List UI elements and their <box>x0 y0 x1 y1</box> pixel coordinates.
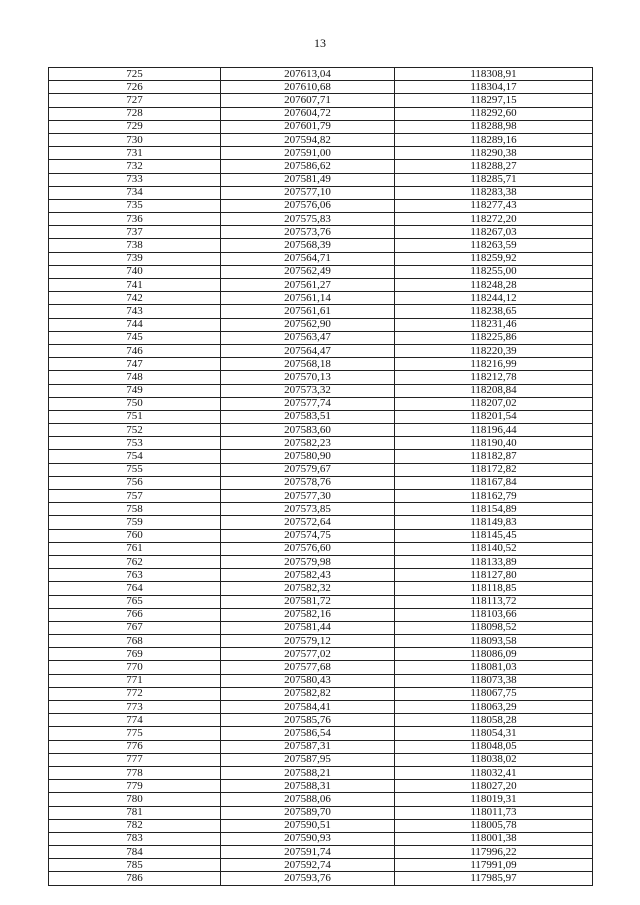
table-row <box>49 252 593 265</box>
y-coordinate-cell: 118127,80 <box>395 569 593 582</box>
x-coordinate-cell: 207568,39 <box>221 239 395 252</box>
point-number-cell: 735 <box>49 199 221 212</box>
table-row <box>49 450 593 463</box>
x-coordinate-cell: 207562,49 <box>221 265 395 278</box>
point-number-cell: 776 <box>49 740 221 753</box>
table-row <box>49 608 593 621</box>
table-row <box>49 740 593 753</box>
y-coordinate-cell: 117991,09 <box>395 859 593 872</box>
y-coordinate-cell: 118118,85 <box>395 582 593 595</box>
y-coordinate-cell: 118054,31 <box>395 727 593 740</box>
table-row <box>49 279 593 292</box>
y-coordinate-cell: 118005,78 <box>395 819 593 832</box>
point-number-cell: 763 <box>49 569 221 582</box>
x-coordinate-cell: 207604,72 <box>221 107 395 120</box>
point-number-cell: 737 <box>49 226 221 239</box>
table-row <box>49 846 593 859</box>
table-row <box>49 701 593 714</box>
table-row <box>49 476 593 489</box>
point-number-cell: 732 <box>49 160 221 173</box>
y-coordinate-cell: 118288,98 <box>395 120 593 133</box>
x-coordinate-cell: 207579,67 <box>221 463 395 476</box>
y-coordinate-cell: 118027,20 <box>395 780 593 793</box>
x-coordinate-cell: 207577,74 <box>221 397 395 410</box>
x-coordinate-cell: 207613,04 <box>221 68 395 81</box>
y-coordinate-cell: 118167,84 <box>395 476 593 489</box>
x-coordinate-cell: 207583,60 <box>221 424 395 437</box>
x-coordinate-cell: 207582,43 <box>221 569 395 582</box>
x-coordinate-cell: 207590,93 <box>221 832 395 845</box>
point-number-cell: 759 <box>49 516 221 529</box>
point-number-cell: 745 <box>49 331 221 344</box>
point-number-cell: 746 <box>49 344 221 357</box>
table-row <box>49 265 593 278</box>
y-coordinate-cell: 118140,52 <box>395 542 593 555</box>
x-coordinate-cell: 207587,95 <box>221 753 395 766</box>
x-coordinate-cell: 207590,51 <box>221 819 395 832</box>
point-number-cell: 736 <box>49 213 221 226</box>
point-number-cell: 765 <box>49 595 221 608</box>
table-row <box>49 397 593 410</box>
y-coordinate-cell: 118081,03 <box>395 661 593 674</box>
x-coordinate-cell: 207588,21 <box>221 766 395 779</box>
y-coordinate-cell: 118001,38 <box>395 832 593 845</box>
y-coordinate-cell: 118113,72 <box>395 595 593 608</box>
table-row <box>49 160 593 173</box>
table-row <box>49 463 593 476</box>
y-coordinate-cell: 118255,00 <box>395 265 593 278</box>
x-coordinate-cell: 207572,64 <box>221 516 395 529</box>
point-number-cell: 755 <box>49 463 221 476</box>
y-coordinate-cell: 118283,38 <box>395 186 593 199</box>
point-number-cell: 786 <box>49 872 221 885</box>
point-number-cell: 741 <box>49 279 221 292</box>
table-row <box>49 793 593 806</box>
table-row <box>49 173 593 186</box>
point-number-cell: 752 <box>49 424 221 437</box>
x-coordinate-cell: 207561,61 <box>221 305 395 318</box>
x-coordinate-cell: 207573,32 <box>221 384 395 397</box>
y-coordinate-cell: 118244,12 <box>395 292 593 305</box>
y-coordinate-cell: 118216,99 <box>395 358 593 371</box>
x-coordinate-cell: 207582,82 <box>221 687 395 700</box>
table-row <box>49 94 593 107</box>
y-coordinate-cell: 118182,87 <box>395 450 593 463</box>
y-coordinate-cell: 117996,22 <box>395 846 593 859</box>
point-number-cell: 750 <box>49 397 221 410</box>
y-coordinate-cell: 118207,02 <box>395 397 593 410</box>
table-row <box>49 727 593 740</box>
x-coordinate-cell: 207584,41 <box>221 701 395 714</box>
table-row <box>49 437 593 450</box>
table-row <box>49 542 593 555</box>
x-coordinate-cell: 207562,90 <box>221 318 395 331</box>
y-coordinate-cell: 118162,79 <box>395 490 593 503</box>
y-coordinate-cell: 118093,58 <box>395 635 593 648</box>
y-coordinate-cell: 118208,84 <box>395 384 593 397</box>
table-row <box>49 569 593 582</box>
y-coordinate-cell: 118032,41 <box>395 766 593 779</box>
point-number-cell: 743 <box>49 305 221 318</box>
y-coordinate-cell: 118288,27 <box>395 160 593 173</box>
x-coordinate-cell: 207563,47 <box>221 331 395 344</box>
x-coordinate-cell: 207591,74 <box>221 846 395 859</box>
y-coordinate-cell: 118154,89 <box>395 503 593 516</box>
y-coordinate-cell: 118263,59 <box>395 239 593 252</box>
y-coordinate-cell: 118297,15 <box>395 94 593 107</box>
y-coordinate-cell: 118304,17 <box>395 81 593 94</box>
x-coordinate-cell: 207601,79 <box>221 120 395 133</box>
table-row <box>49 318 593 331</box>
y-coordinate-cell: 118238,65 <box>395 305 593 318</box>
x-coordinate-cell: 207586,54 <box>221 727 395 740</box>
x-coordinate-cell: 207588,06 <box>221 793 395 806</box>
y-coordinate-cell: 118259,92 <box>395 252 593 265</box>
point-number-cell: 740 <box>49 265 221 278</box>
point-number-cell: 779 <box>49 780 221 793</box>
x-coordinate-cell: 207573,85 <box>221 503 395 516</box>
y-coordinate-cell: 118231,46 <box>395 318 593 331</box>
table-row <box>49 766 593 779</box>
point-number-cell: 782 <box>49 819 221 832</box>
point-number-cell: 729 <box>49 120 221 133</box>
point-number-cell: 725 <box>49 68 221 81</box>
y-coordinate-cell: 118133,89 <box>395 555 593 568</box>
point-number-cell: 749 <box>49 384 221 397</box>
x-coordinate-cell: 207582,32 <box>221 582 395 595</box>
y-coordinate-cell: 118073,38 <box>395 674 593 687</box>
x-coordinate-cell: 207588,31 <box>221 780 395 793</box>
point-number-cell: 758 <box>49 503 221 516</box>
point-number-cell: 731 <box>49 147 221 160</box>
y-coordinate-cell: 118086,09 <box>395 648 593 661</box>
y-coordinate-cell: 118019,31 <box>395 793 593 806</box>
x-coordinate-cell: 207581,49 <box>221 173 395 186</box>
x-coordinate-cell: 207582,16 <box>221 608 395 621</box>
table-row <box>49 582 593 595</box>
table-row <box>49 199 593 212</box>
y-coordinate-cell: 118190,40 <box>395 437 593 450</box>
x-coordinate-cell: 207593,76 <box>221 872 395 885</box>
table-row <box>49 806 593 819</box>
point-number-cell: 757 <box>49 490 221 503</box>
table-row <box>49 872 593 885</box>
table-row <box>49 424 593 437</box>
table-row <box>49 305 593 318</box>
table-row <box>49 595 593 608</box>
y-coordinate-cell: 118225,86 <box>395 331 593 344</box>
table-row <box>49 344 593 357</box>
table-row <box>49 331 593 344</box>
point-number-cell: 727 <box>49 94 221 107</box>
page-number: 13 <box>314 36 326 50</box>
x-coordinate-cell: 207582,23 <box>221 437 395 450</box>
point-number-cell: 762 <box>49 555 221 568</box>
coordinates-table <box>48 67 593 886</box>
x-coordinate-cell: 207561,27 <box>221 279 395 292</box>
y-coordinate-cell: 118196,44 <box>395 424 593 437</box>
x-coordinate-cell: 207583,51 <box>221 410 395 423</box>
x-coordinate-cell: 207577,02 <box>221 648 395 661</box>
coordinates-table-body <box>49 68 593 886</box>
point-number-cell: 771 <box>49 674 221 687</box>
x-coordinate-cell: 207577,30 <box>221 490 395 503</box>
point-number-cell: 775 <box>49 727 221 740</box>
point-number-cell: 774 <box>49 714 221 727</box>
x-coordinate-cell: 207587,31 <box>221 740 395 753</box>
point-number-cell: 761 <box>49 542 221 555</box>
table-row <box>49 490 593 503</box>
table-row <box>49 555 593 568</box>
table-row <box>49 147 593 160</box>
table-row <box>49 859 593 872</box>
table-row <box>49 133 593 146</box>
x-coordinate-cell: 207564,71 <box>221 252 395 265</box>
point-number-cell: 730 <box>49 133 221 146</box>
y-coordinate-cell: 118220,39 <box>395 344 593 357</box>
table-row <box>49 186 593 199</box>
y-coordinate-cell: 118011,73 <box>395 806 593 819</box>
y-coordinate-cell: 118103,66 <box>395 608 593 621</box>
point-number-cell: 777 <box>49 753 221 766</box>
y-coordinate-cell: 118292,60 <box>395 107 593 120</box>
table-row <box>49 213 593 226</box>
point-number-cell: 753 <box>49 437 221 450</box>
y-coordinate-cell: 118308,91 <box>395 68 593 81</box>
table-row <box>49 674 593 687</box>
point-number-cell: 734 <box>49 186 221 199</box>
point-number-cell: 769 <box>49 648 221 661</box>
y-coordinate-cell: 118272,20 <box>395 213 593 226</box>
x-coordinate-cell: 207589,70 <box>221 806 395 819</box>
y-coordinate-cell: 118149,83 <box>395 516 593 529</box>
table-row <box>49 714 593 727</box>
point-number-cell: 733 <box>49 173 221 186</box>
point-number-cell: 773 <box>49 701 221 714</box>
point-number-cell: 728 <box>49 107 221 120</box>
x-coordinate-cell: 207607,71 <box>221 94 395 107</box>
y-coordinate-cell: 118067,75 <box>395 687 593 700</box>
table-row <box>49 819 593 832</box>
point-number-cell: 784 <box>49 846 221 859</box>
point-number-cell: 772 <box>49 687 221 700</box>
y-coordinate-cell: 118248,28 <box>395 279 593 292</box>
table-row <box>49 239 593 252</box>
point-number-cell: 764 <box>49 582 221 595</box>
table-row <box>49 384 593 397</box>
x-coordinate-cell: 207581,44 <box>221 621 395 634</box>
point-number-cell: 739 <box>49 252 221 265</box>
point-number-cell: 726 <box>49 81 221 94</box>
x-coordinate-cell: 207579,98 <box>221 555 395 568</box>
table-row <box>49 832 593 845</box>
point-number-cell: 756 <box>49 476 221 489</box>
x-coordinate-cell: 207578,76 <box>221 476 395 489</box>
point-number-cell: 766 <box>49 608 221 621</box>
point-number-cell: 768 <box>49 635 221 648</box>
table-row <box>49 780 593 793</box>
y-coordinate-cell: 118285,71 <box>395 173 593 186</box>
table-row <box>49 687 593 700</box>
x-coordinate-cell: 207585,76 <box>221 714 395 727</box>
table-row <box>49 292 593 305</box>
table-row <box>49 107 593 120</box>
x-coordinate-cell: 207575,83 <box>221 213 395 226</box>
y-coordinate-cell: 118172,82 <box>395 463 593 476</box>
table-row <box>49 358 593 371</box>
x-coordinate-cell: 207570,13 <box>221 371 395 384</box>
x-coordinate-cell: 207577,68 <box>221 661 395 674</box>
y-coordinate-cell: 118277,43 <box>395 199 593 212</box>
x-coordinate-cell: 207576,06 <box>221 199 395 212</box>
point-number-cell: 783 <box>49 832 221 845</box>
y-coordinate-cell: 117985,97 <box>395 872 593 885</box>
y-coordinate-cell: 118289,16 <box>395 133 593 146</box>
table-row <box>49 635 593 648</box>
point-number-cell: 747 <box>49 358 221 371</box>
x-coordinate-cell: 207564,47 <box>221 344 395 357</box>
x-coordinate-cell: 207591,00 <box>221 147 395 160</box>
y-coordinate-cell: 118201,54 <box>395 410 593 423</box>
point-number-cell: 778 <box>49 766 221 779</box>
x-coordinate-cell: 207610,68 <box>221 81 395 94</box>
y-coordinate-cell: 118267,03 <box>395 226 593 239</box>
point-number-cell: 767 <box>49 621 221 634</box>
point-number-cell: 751 <box>49 410 221 423</box>
y-coordinate-cell: 118212,78 <box>395 371 593 384</box>
point-number-cell: 744 <box>49 318 221 331</box>
x-coordinate-cell: 207561,14 <box>221 292 395 305</box>
x-coordinate-cell: 207580,90 <box>221 450 395 463</box>
y-coordinate-cell: 118038,02 <box>395 753 593 766</box>
point-number-cell: 738 <box>49 239 221 252</box>
x-coordinate-cell: 207580,43 <box>221 674 395 687</box>
point-number-cell: 780 <box>49 793 221 806</box>
table-row <box>49 516 593 529</box>
y-coordinate-cell: 118063,29 <box>395 701 593 714</box>
table-row <box>49 410 593 423</box>
table-row <box>49 529 593 542</box>
point-number-cell: 785 <box>49 859 221 872</box>
x-coordinate-cell: 207594,82 <box>221 133 395 146</box>
table-row <box>49 503 593 516</box>
y-coordinate-cell: 118290,38 <box>395 147 593 160</box>
y-coordinate-cell: 118098,52 <box>395 621 593 634</box>
table-row <box>49 648 593 661</box>
x-coordinate-cell: 207574,75 <box>221 529 395 542</box>
table-row <box>49 753 593 766</box>
table-row <box>49 68 593 81</box>
point-number-cell: 760 <box>49 529 221 542</box>
x-coordinate-cell: 207581,72 <box>221 595 395 608</box>
x-coordinate-cell: 207568,18 <box>221 358 395 371</box>
table-row <box>49 226 593 239</box>
x-coordinate-cell: 207576,60 <box>221 542 395 555</box>
table-row <box>49 621 593 634</box>
x-coordinate-cell: 207573,76 <box>221 226 395 239</box>
table-row <box>49 120 593 133</box>
x-coordinate-cell: 207579,12 <box>221 635 395 648</box>
point-number-cell: 748 <box>49 371 221 384</box>
x-coordinate-cell: 207586,62 <box>221 160 395 173</box>
table-row <box>49 661 593 674</box>
point-number-cell: 770 <box>49 661 221 674</box>
table-row <box>49 371 593 384</box>
point-number-cell: 754 <box>49 450 221 463</box>
y-coordinate-cell: 118145,45 <box>395 529 593 542</box>
point-number-cell: 742 <box>49 292 221 305</box>
x-coordinate-cell: 207592,74 <box>221 859 395 872</box>
point-number-cell: 781 <box>49 806 221 819</box>
x-coordinate-cell: 207577,10 <box>221 186 395 199</box>
y-coordinate-cell: 118048,05 <box>395 740 593 753</box>
y-coordinate-cell: 118058,28 <box>395 714 593 727</box>
table-row <box>49 81 593 94</box>
